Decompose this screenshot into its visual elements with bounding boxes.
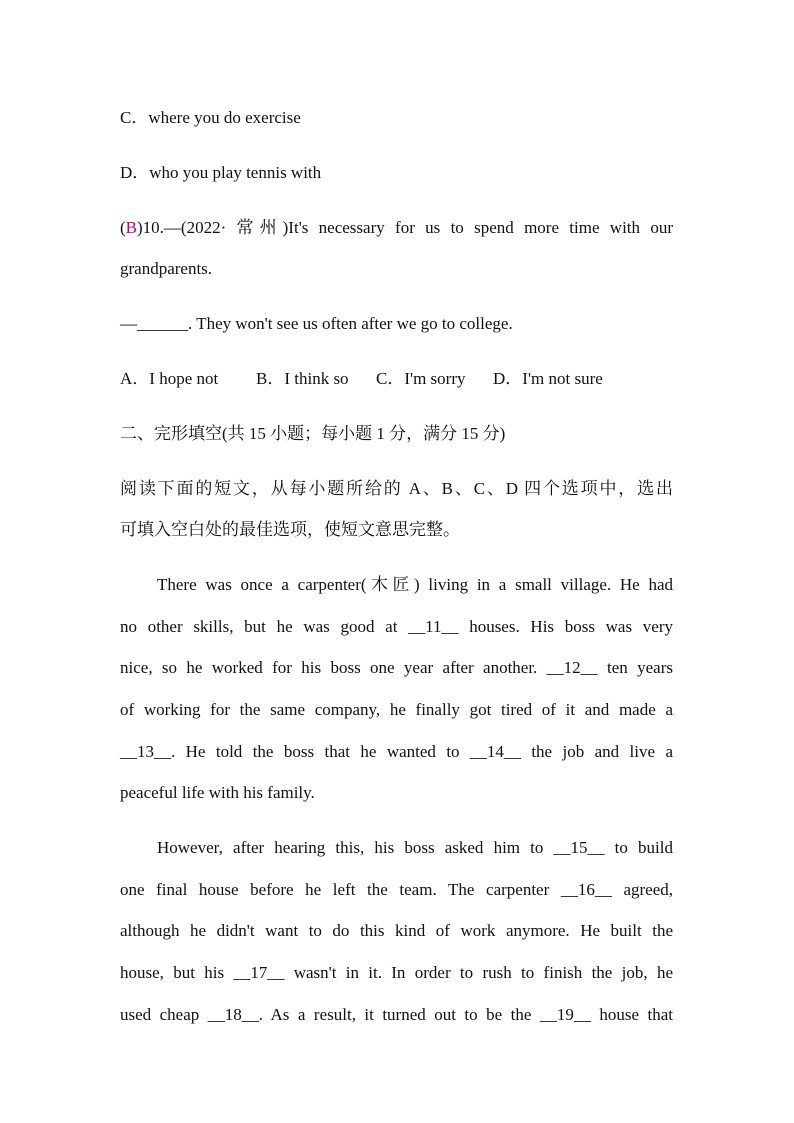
- passage-p2-line: However, after hearing this, his boss asked him to __15__ to build: [157, 838, 673, 857]
- section-heading: 二、完形填空(共 15 小题；每小题 1 分，满分 15 分): [120, 424, 506, 443]
- instruction-line2: 可填入空白处的最佳选项，使短文意思完整。: [120, 520, 460, 539]
- q10-stem-line1: [120, 218, 673, 238]
- q10-stem-line2: grandparents.: [120, 259, 213, 278]
- passage-p1-line: no other skills, but he was good at __11__ houses. His boss was very: [120, 617, 673, 636]
- q9-option-d: D．who you play tennis with: [120, 163, 322, 182]
- passage-p2-line: one final house before he left the team. The carpenter __16__ agreed,: [120, 880, 673, 899]
- passage-p1-line: peaceful life with his family.: [120, 783, 315, 802]
- passage-p2-line: used cheap __18__. As a result, it turned out to be the __19__ house that: [120, 1005, 673, 1024]
- q10-stem-text: )10.—(2022· 常州)It's necessary for us to spend more time with our: [137, 218, 673, 237]
- q10-option-a: A．I hope not: [120, 369, 219, 388]
- q10-option-c: C．I'm sorry: [376, 369, 466, 388]
- passage-p1-line: nice, so he worked for his boss one year after another. __12__ ten years: [120, 658, 673, 677]
- q10-paren-open: (: [120, 218, 126, 237]
- instruction-line1: 阅读下面的短文，从每小题所给的 A、B、C、D 四个选项中，选出: [120, 479, 673, 498]
- q10-options: [120, 369, 673, 389]
- q10-option-d: D．I'm not sure: [493, 369, 603, 388]
- passage-p1-line: of working for the same company, he finally got tired of it and made a: [120, 700, 673, 719]
- q10-option-b: B．I think so: [256, 369, 349, 388]
- passage-p1-line: There was once a carpenter(木匠) living in a small village. He had: [157, 575, 673, 594]
- passage-p1-line: __13__. He told the boss that he wanted to __14__ the job and live a: [120, 742, 673, 761]
- passage-p2-line: house, but his __17__ wasn't in it. In order to rush to finish the job, he: [120, 963, 673, 982]
- q9-option-c: C．where you do exercise: [120, 108, 301, 127]
- q10-reply: —______. They won't see us often after we go to college.: [120, 314, 513, 333]
- passage-p2-line: although he didn't want to do this kind of work anymore. He built the: [120, 921, 673, 940]
- q10-answer: B: [125, 218, 138, 237]
